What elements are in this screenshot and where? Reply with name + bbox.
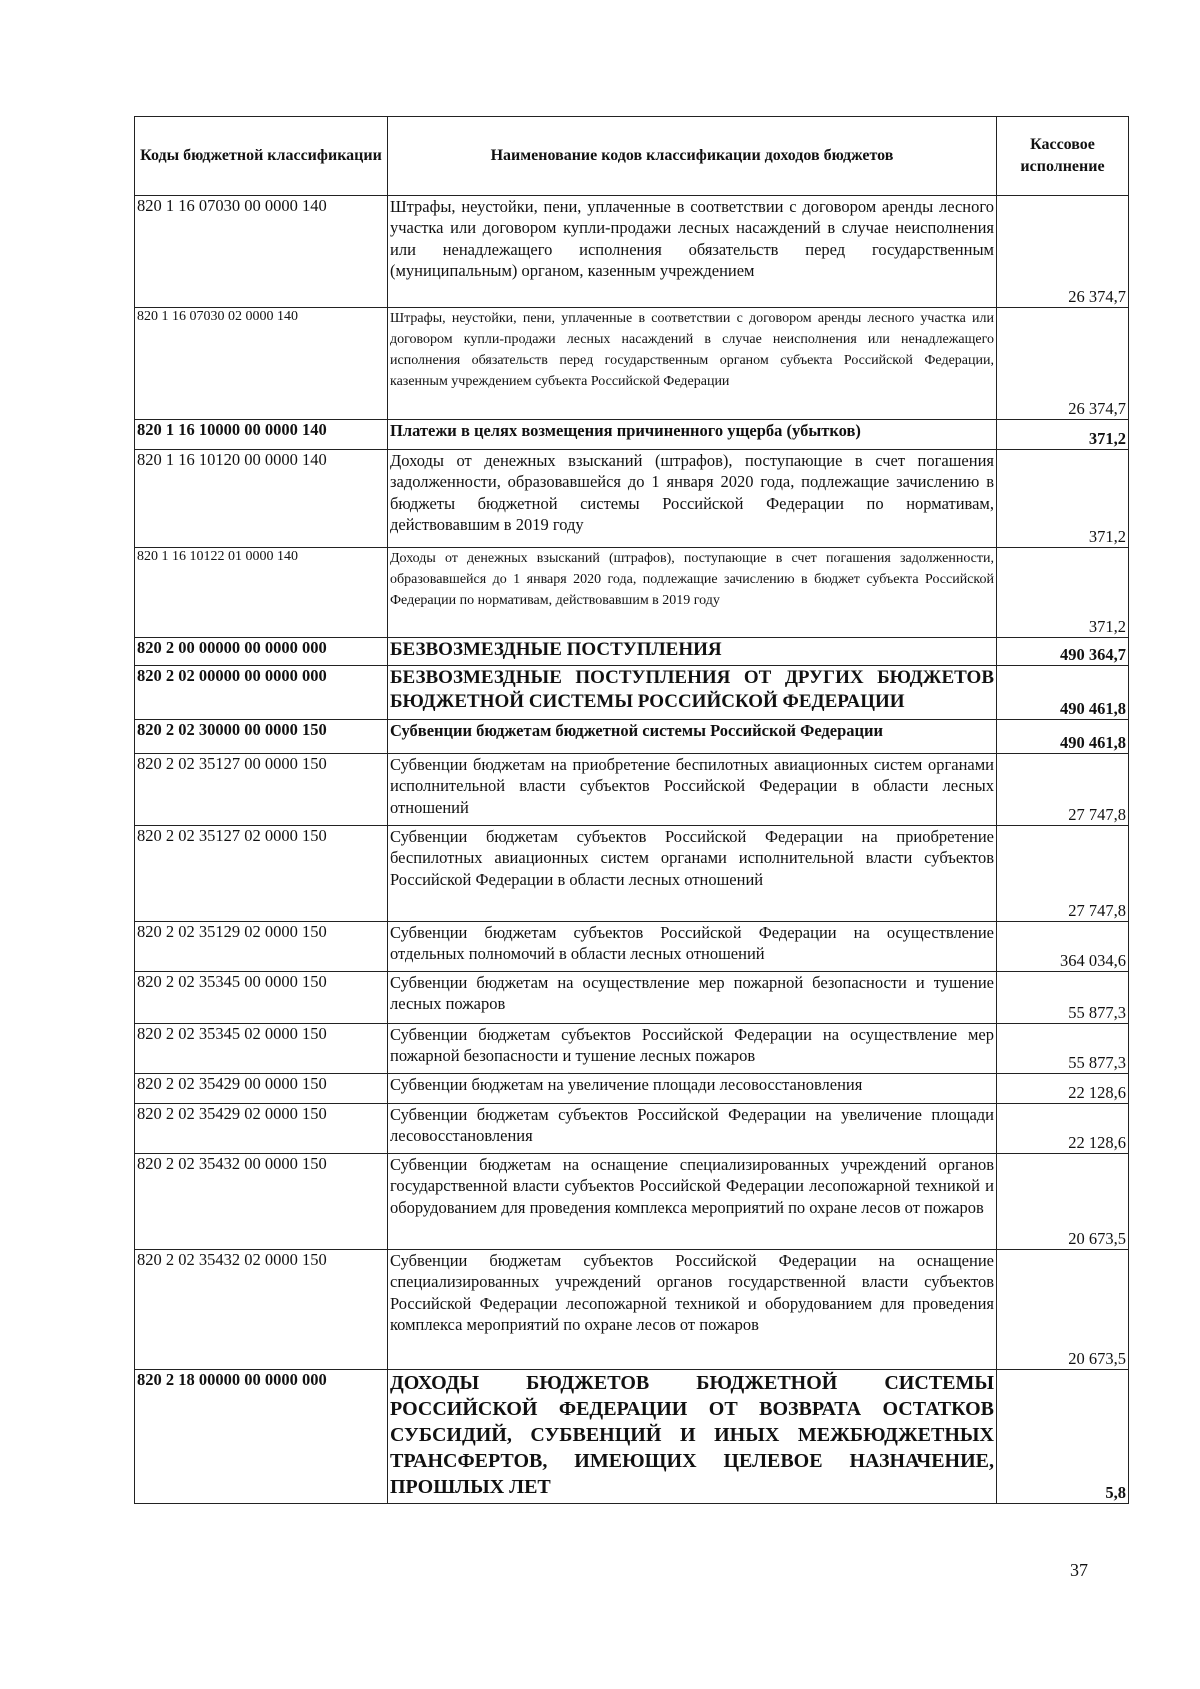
row-value: 490 461,8 [997,720,1129,754]
row-code: 820 2 02 35345 02 0000 150 [135,1024,388,1074]
row-name: ДОХОДЫ БЮДЖЕТОВ БЮДЖЕТНОЙ СИСТЕМЫ РОССИЙСКОЙ ФЕДЕРАЦИИ ОТ ВОЗВРАТА ОСТАТКОВ СУБСИДИЙ, СУБВЕНЦИЙ И ИНЫХ МЕЖБЮДЖЕТНЫХ ТРАНСФЕРТОВ, ИМЕЮЩИХ ЦЕЛЕВОЕ НАЗНАЧЕНИЕ, ПРОШЛЫХ ЛЕТ [388,1370,997,1504]
header-code: Коды бюджетной классификации [135,117,388,196]
row-value: 55 877,3 [997,972,1129,1024]
row-value: 27 747,8 [997,754,1129,826]
row-code: 820 1 16 10120 00 0000 140 [135,450,388,548]
table-row [135,666,1129,720]
row-code: 820 2 02 35432 00 0000 150 [135,1154,388,1250]
row-value: 490 364,7 [997,638,1129,666]
table-row [135,972,1129,1024]
table-row [135,1024,1129,1074]
row-name: Субвенции бюджетам субъектов Российской Федерации на оснащение специализированных учреждений органов государственной власти субъектов Российской Федерации лесопожарной техникой и оборудованием для проведения комплекса мероприятий по охране лесов от пожаров [388,1250,997,1370]
row-name: Штрафы, неустойки, пени, уплаченные в соответствии с договором аренды лесного участка или договором купли-продажи лесных насаждений в случае неисполнения или ненадлежащего исполнения обязательств перед государственным органом субъекта Российской Федерации, казенным учреждением субъекта Российской Федерации [388,308,997,420]
row-value: 55 877,3 [997,1024,1129,1074]
row-name: Субвенции бюджетам субъектов Российской Федерации на увеличение площади лесовосстановления [388,1104,997,1154]
row-name: Субвенции бюджетам на увеличение площади лесовосстановления [388,1074,997,1104]
row-name: Штрафы, неустойки, пени, уплаченные в соответствии с договором аренды лесного участка или договором купли-продажи лесных насаждений в случае неисполнения или ненадлежащего исполнения обязательств перед государственным (муниципальным) органом, казенным учреждением [388,196,997,308]
row-name: Субвенции бюджетам субъектов Российской Федерации на приобретение беспилотных авиационных систем органами исполнительной власти субъектов Российской Федерации в области лесных отношений [388,826,997,922]
row-code: 820 2 02 35129 02 0000 150 [135,922,388,972]
page-number: 37 [1070,1560,1088,1580]
row-value: 371,2 [997,548,1129,638]
table-header-row [135,117,1129,196]
row-name: Субвенции бюджетам на приобретение беспилотных авиационных систем органами исполнительной власти субъектов Российской Федерации в области лесных отношений [388,754,997,826]
row-value: 26 374,7 [997,196,1129,308]
row-code: 820 2 02 35127 02 0000 150 [135,826,388,922]
row-value: 371,2 [997,450,1129,548]
table-row [135,922,1129,972]
row-value: 22 128,6 [997,1074,1129,1104]
row-name: Субвенции бюджетам субъектов Российской Федерации на осуществление мер пожарной безопасности и тушение лесных пожаров [388,1024,997,1074]
table-row [135,1154,1129,1250]
row-code: 820 2 00 00000 00 0000 000 [135,638,388,666]
row-code: 820 1 16 07030 00 0000 140 [135,196,388,308]
row-code: 820 1 16 10000 00 0000 140 [135,420,388,450]
table-row [135,754,1129,826]
revenue-table [134,116,1129,1504]
row-name: Субвенции бюджетам бюджетной системы Российской Федерации [388,720,997,754]
table-row [135,420,1129,450]
row-name: Субвенции бюджетам на оснащение специализированных учреждений органов государственной власти субъектов Российской Федерации лесопожарной техникой и оборудованием для проведения комплекса мероприятий по охране лесов от пожаров [388,1154,997,1250]
row-code: 820 2 02 30000 00 0000 150 [135,720,388,754]
row-code: 820 2 02 35429 00 0000 150 [135,1074,388,1104]
row-code: 820 2 02 00000 00 0000 000 [135,666,388,720]
table-row [135,1370,1129,1504]
table-row [135,308,1129,420]
header-name: Наименование кодов классификации доходов бюджетов [388,117,997,196]
row-value: 371,2 [997,420,1129,450]
row-code: 820 2 02 35432 02 0000 150 [135,1250,388,1370]
row-name: Субвенции бюджетам субъектов Российской Федерации на осуществление отдельных полномочий в области лесных отношений [388,922,997,972]
table-row [135,196,1129,308]
row-name: БЕЗВОЗМЕЗДНЫЕ ПОСТУПЛЕНИЯ ОТ ДРУГИХ БЮДЖЕТОВ БЮДЖЕТНОЙ СИСТЕМЫ РОССИЙСКОЙ ФЕДЕРАЦИИ [388,666,997,720]
row-code: 820 2 02 35429 02 0000 150 [135,1104,388,1154]
row-code: 820 1 16 07030 02 0000 140 [135,308,388,420]
row-name: БЕЗВОЗМЕЗДНЫЕ ПОСТУПЛЕНИЯ [388,638,997,666]
row-code: 820 2 18 00000 00 0000 000 [135,1370,388,1504]
row-value: 364 034,6 [997,922,1129,972]
table-row [135,1074,1129,1104]
table-row [135,720,1129,754]
row-code: 820 1 16 10122 01 0000 140 [135,548,388,638]
header-value: Кассовое исполнение [997,117,1129,196]
row-name: Доходы от денежных взысканий (штрафов), поступающие в счет погашения задолженности, образовавшейся до 1 января 2020 года, подлежащие зачислению в бюджеты бюджетной системы Российской Федерации по нормативам, действовавшим в 2019 году [388,450,997,548]
row-code: 820 2 02 35127 00 0000 150 [135,754,388,826]
row-value: 5,8 [997,1370,1129,1504]
row-value: 26 374,7 [997,308,1129,420]
table-row [135,1250,1129,1370]
row-code: 820 2 02 35345 00 0000 150 [135,972,388,1024]
row-value: 27 747,8 [997,826,1129,922]
row-value: 20 673,5 [997,1154,1129,1250]
row-name: Платежи в целях возмещения причиненного ущерба (убытков) [388,420,997,450]
table-row [135,638,1129,666]
table-row [135,450,1129,548]
row-value: 22 128,6 [997,1104,1129,1154]
row-value: 490 461,8 [997,666,1129,720]
row-value: 20 673,5 [997,1250,1129,1370]
table-row [135,1104,1129,1154]
row-name: Доходы от денежных взысканий (штрафов), поступающие в счет погашения задолженности, образовавшейся до 1 января 2020 года, подлежащие зачислению в бюджет субъекта Российской Федерации по нормативам, действовавшим в 2019 году [388,548,997,638]
table-row [135,548,1129,638]
table-row [135,826,1129,922]
row-name: Субвенции бюджетам на осуществление мер пожарной безопасности и тушение лесных пожаров [388,972,997,1024]
